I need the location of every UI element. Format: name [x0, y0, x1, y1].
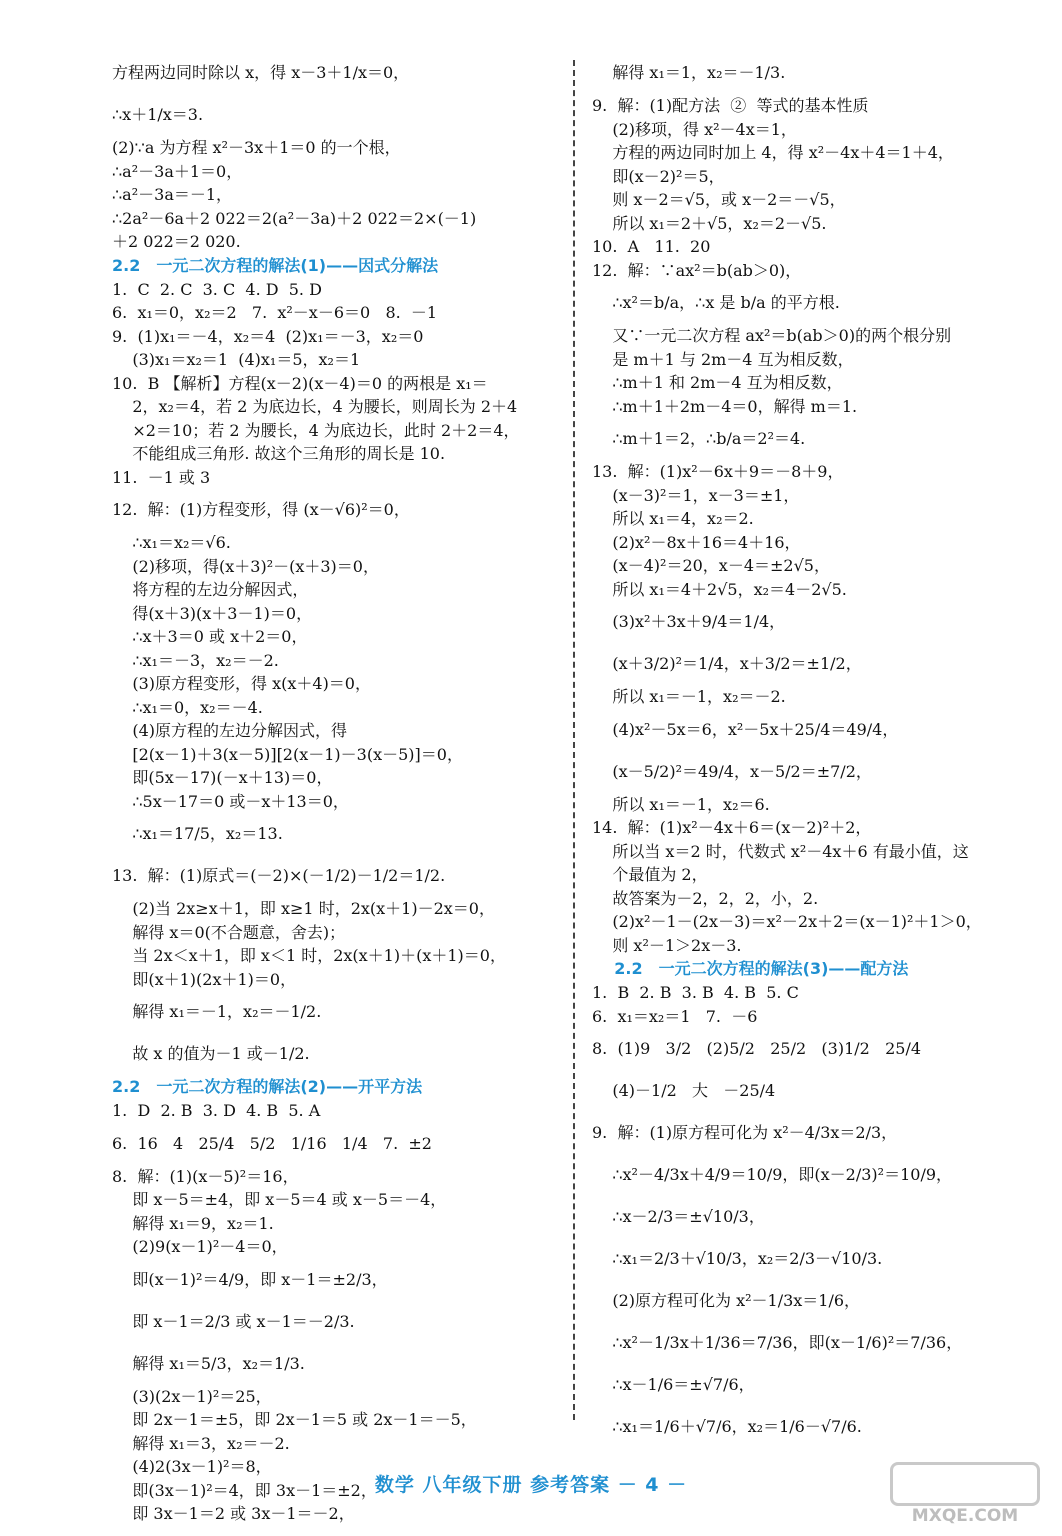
answer-line: ∴x²＝b/a，∴x 是 b/a 的平方根. — [592, 293, 840, 312]
answer-line: ∴a²－3a＝－1， — [112, 185, 233, 204]
answer-line: ∴5x－17＝0 或－x＋13＝0， — [112, 791, 349, 811]
left-column — [112, 52, 572, 1526]
answer-line: (x－5/2)²＝49/4，x－5/2＝±7/2， — [592, 761, 872, 781]
answer-line: 得(x＋3)(x＋3－1)＝0， — [112, 603, 313, 623]
answer-line: ∴x₁＝x₂＝√6. — [112, 533, 231, 552]
answer-line: 10. A 11. 20 — [592, 237, 711, 256]
answer-line: ∴m＋1 和 2m－4 互为相反数， — [592, 373, 843, 392]
answer-line: (4)－1/2 大 －25/4 — [592, 1081, 776, 1100]
answer-line: 解得 x₁＝3，x₂＝－2. — [112, 1433, 290, 1453]
answer-line: 6. x₁＝x₂＝1 7. －6 — [592, 1006, 758, 1026]
watermark-seal-icon — [890, 1462, 1040, 1506]
answer-line: 6. x₁＝0，x₂＝2 7. x²－x－6＝0 8. －1 — [112, 303, 438, 322]
answer-line: 个最值为 2， — [592, 865, 708, 884]
answer-line: 1. B 2. B 3. B 4. B 5. C — [592, 983, 799, 1002]
answer-line: (2)9(x－1)²－4＝0， — [112, 1237, 288, 1256]
column-divider — [573, 60, 575, 1420]
answer-line: ＋2 022＝2 020. — [112, 232, 241, 251]
answer-line: 方程两边同时除以 x，得 x－3＋1/x＝0， — [112, 63, 410, 82]
answer-line: 所以 x₁＝－1，x₂＝－2. — [592, 687, 786, 706]
watermark-url: MXQE.COM — [911, 1506, 1019, 1526]
answer-line: 解得 x₁＝－1，x₂＝－1/2. — [112, 1002, 322, 1021]
answer-line: 6. 16 4 25/4 5/2 1/16 1/4 7. ±2 — [112, 1133, 432, 1153]
answer-line: 即(x－1)²＝4/9，即 x－1＝±2/3， — [112, 1269, 388, 1289]
answer-line: (2)x²－1－(2x－3)＝x²－2x＋2＝(x－1)²＋1＞0， — [592, 912, 982, 931]
answer-line: ∴x₁＝17/5，x₂＝13. — [112, 824, 283, 843]
answer-line: 当 2x＜x＋1，即 x＜1 时，2x(x＋1)＋(x＋1)＝0， — [112, 946, 506, 965]
answer-line: 14. 解：(1)x²－4x＋6＝(x－2)²＋2， — [592, 818, 872, 837]
answer-line: 故答案为－2，2，2，小，2. — [592, 888, 819, 908]
answer-line: 11. －1 或 3 — [112, 467, 211, 487]
answer-line: ∴m＋1＝2，∴b/a＝2²＝4. — [592, 429, 806, 448]
answer-line: (2)移项，得(x＋3)²－(x＋3)＝0， — [112, 556, 379, 576]
answer-line: 2，x₂＝4，若 2 为底边长，4 为腰长，则周长为 2＋4 — [112, 397, 518, 416]
answer-line: 所以 x₁＝－1，x₂＝6. — [592, 794, 770, 814]
answer-line: (4)2(3x－1)²＝8， — [112, 1457, 272, 1476]
answer-line: 所以当 x＝2 时，代数式 x²－4x＋6 有最小值，这 — [592, 841, 969, 861]
answer-line: ∴x＋1/x＝3. — [112, 105, 204, 124]
answer-line: 解得 x₁＝1，x₂＝－1/3. — [592, 63, 786, 82]
answer-line: (x－4)²＝20，x－4＝±2√5， — [592, 556, 830, 575]
answer-line: 即(3x－1)²＝4，即 3x－1＝±2， — [112, 1480, 377, 1500]
answer-line: 不能组成三角形. 故这个三角形的周长是 10. — [112, 444, 446, 463]
answer-line: 1. D 2. B 3. D 4. B 5. A — [112, 1101, 321, 1120]
answer-line: ∴x₁＝1/6＋√7/6，x₂＝1/6－√7/6. — [592, 1417, 862, 1436]
answer-line: 13. 解：(1)原式＝(－2)×(－1/2)－1/2＝1/2. — [112, 866, 446, 885]
section-heading: 2.2 一元二次方程的解法(3)——配方法 — [592, 959, 909, 978]
answer-line: (x＋3/2)²＝1/4，x＋3/2＝±1/2， — [592, 654, 862, 673]
answer-line: (2)∵a 为方程 x²－3x＋1＝0 的一个根， — [112, 138, 401, 157]
answer-line: [2(x－1)＋3(x－5)][2(x－1)－3(x－5)]＝0， — [112, 744, 463, 764]
answer-line: 1. C 2. C 3. C 4. D 5. D — [112, 279, 322, 299]
answer-line: 故 x 的值为－1 或－1/2. — [112, 1044, 310, 1063]
answer-line: 12. 解：∵ax²＝b(ab＞0)， — [592, 260, 802, 280]
answer-line: (2)当 2x≥x＋1，即 x≥1 时，2x(x＋1)－2x＝0， — [112, 899, 495, 918]
answer-line: 则 x－2＝√5，或 x－2＝－√5， — [592, 190, 846, 209]
answer-line: ×2＝10；若 2 为腰长，4 为底边长，此时 2＋2＝4， — [112, 420, 520, 440]
answer-line: ∴x－2/3＝±√10/3， — [592, 1207, 765, 1226]
answer-line: ∴x²－1/3x＋1/36＝7/36，即(x－1/6)²＝7/36， — [592, 1333, 963, 1352]
answer-line: (2)原方程可化为 x²－1/3x＝1/6， — [592, 1291, 861, 1310]
answer-line: (3)原方程变形，得 x(x＋4)＝0， — [112, 674, 371, 693]
answer-line: 即 3x－1＝2 或 3x－1＝－2， — [112, 1504, 355, 1523]
answer-line: 所以 x₁＝2＋√5，x₂＝2－√5. — [592, 213, 827, 233]
answer-line: ∴x₁＝0，x₂＝－4. — [112, 697, 263, 717]
answer-line: 即(x＋1)(2x＋1)＝0， — [112, 969, 297, 989]
answer-line: ∴x＋3＝0 或 x＋2＝0， — [112, 627, 308, 646]
answer-line: 8. (1)9 3/2 (2)5/2 25/2 (3)1/2 25/4 — [592, 1039, 922, 1058]
answer-line: ∴x₁＝2/3＋√10/3，x₂＝2/3－√10/3. — [592, 1249, 883, 1268]
answer-line: 解得 x₁＝9，x₂＝1. — [112, 1213, 274, 1233]
answer-line: (4)原方程的左边分解因式，得 — [112, 721, 348, 740]
answer-line: 是 m＋1 与 2m－4 互为相反数， — [592, 349, 854, 369]
answer-line: (3)x²＋3x＋9/4＝1/4， — [592, 612, 786, 631]
answer-line: (2)x²－8x＋16＝4＋16， — [592, 532, 801, 552]
answer-line: 方程的两边同时加上 4，得 x²－4x＋4＝1＋4， — [592, 143, 954, 162]
answer-line: 即 x－1＝2/3 或 x－1＝－2/3. — [112, 1311, 355, 1331]
answer-line: (2)移项，得 x²－4x＝1， — [592, 119, 797, 139]
answer-line: 12. 解：(1)方程变形，得 (x－√6)²＝0， — [112, 500, 410, 519]
answer-line: 将方程的左边分解因式， — [112, 580, 309, 599]
answer-line: 即(x－2)²＝5， — [592, 166, 725, 186]
page-footer: 数学 八年级下册 参考答案 － 4 － — [374, 1474, 688, 1496]
answer-line: ∴x－1/6＝±√7/6， — [592, 1375, 755, 1394]
answer-line: (3)(2x－1)²＝25， — [112, 1386, 272, 1406]
answer-line: 9. (1)x₁＝－4，x₂＝4 (2)x₁＝－3，x₂＝0 — [112, 326, 424, 346]
answer-line: 10. B 【解析】方程(x－2)(x－4)＝0 的两根是 x₁＝ — [112, 373, 488, 393]
answer-line: ∴m＋1＋2m－4＝0，解得 m＝1. — [592, 396, 858, 416]
section-heading: 2.2 一元二次方程的解法(1)——因式分解法 — [112, 255, 439, 275]
answer-line: 13. 解：(1)x²－6x＋9＝－8＋9， — [592, 462, 844, 481]
answer-line: 解得 x₁＝5/3，x₂＝1/3. — [112, 1353, 305, 1373]
answer-line: (4)x²－5x＝6，x²－5x＋25/4＝49/4， — [592, 719, 899, 739]
answer-line: 即 2x－1＝±5，即 2x－1＝5 或 2x－1＝－5， — [112, 1410, 477, 1429]
answer-line: 9. 解：(1)原方程可化为 x²－4/3x＝2/3， — [592, 1123, 898, 1142]
right-column — [592, 52, 1022, 1448]
answer-line: (x－3)²＝1，x－3＝±1， — [592, 485, 800, 505]
section-heading: 2.2 一元二次方程的解法(2)——开平方法 — [112, 1077, 423, 1096]
answer-line: 即(5x－17)(－x＋13)＝0， — [112, 768, 333, 787]
answer-line: 所以 x₁＝4，x₂＝2. — [592, 509, 754, 528]
answer-line: ∴x²－4/3x＋4/9＝10/9，即(x－2/3)²＝10/9， — [592, 1165, 953, 1184]
answer-line: ∴2a²－6a＋2 022＝2(a²－3a)＋2 022＝2×(－1) — [112, 208, 477, 228]
answer-line: 又∵一元二次方程 ax²＝b(ab＞0)的两个根分别 — [592, 326, 952, 345]
answer-line: ∴x₁＝－3，x₂＝－2. — [112, 650, 279, 670]
answer-line: 则 x²－1＞2x－3. — [592, 935, 742, 955]
answer-line: 9. 解：(1)配方法 ② 等式的基本性质 — [592, 96, 869, 115]
answer-line: (3)x₁＝x₂＝1 (4)x₁＝5，x₂＝1 — [112, 350, 361, 369]
answer-line: 所以 x₁＝4＋2√5，x₂＝4－2√5. — [592, 579, 847, 599]
answer-line: 8. 解：(1)(x－5)²＝16， — [112, 1166, 299, 1186]
answer-line: 解得 x＝0(不合题意，舍去)； — [112, 922, 346, 942]
answer-line: ∴a²－3a＋1＝0， — [112, 161, 243, 181]
watermark-logo — [890, 1462, 1040, 1526]
answer-line: 即 x－5＝±4，即 x－5＝4 或 x－5＝－4， — [112, 1190, 447, 1209]
